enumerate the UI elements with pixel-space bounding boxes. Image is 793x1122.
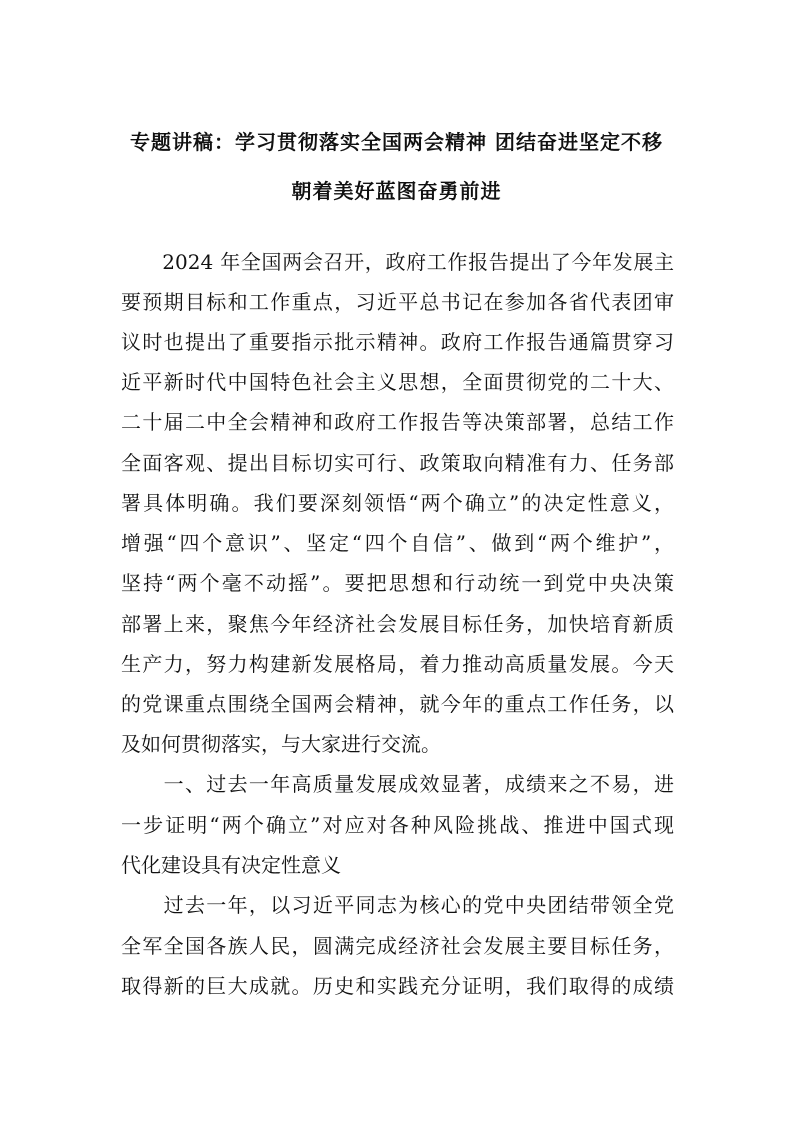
section-heading-line: 一步证明“两个确立”对应对各种风险挑战、推进中国式现	[121, 813, 674, 837]
body-text-line: 近平新时代中国特色社会主义思想，全面贯彻党的二十大、	[121, 370, 674, 394]
document-title-line-1: 专题讲稿：学习贯彻落实全国两会精神 团结奋进坚定不移	[130, 130, 663, 154]
document-title-line-2: 朝着美好蓝图奋勇前进	[291, 179, 502, 203]
section-heading-line: 代化建设具有决定性意义	[121, 853, 341, 877]
body-text-line: 及如何贯彻落实，与大家进行交流。	[121, 732, 441, 756]
body-text-line: 议时也提出了重要指示批示精神。政府工作报告通篇贯穿习	[121, 330, 674, 354]
body-text-line: 生产力，努力构建新发展格局，着力推动高质量发展。今天	[121, 652, 674, 676]
body-text-line: 全军全国各族人民，圆满完成经济社会发展主要目标任务，	[121, 934, 674, 958]
body-text-line: 2024 年全国两会召开，政府工作报告提出了今年发展主	[121, 250, 674, 274]
body-text-line: 二十届二中全会精神和政府工作报告等决策部署，总结工作	[121, 410, 674, 434]
body-text-line: 坚持“两个毫不动摇”。要把思想和行动统一到党中央决策	[121, 571, 674, 595]
body-text-line: 全面客观、提出目标切实可行、政策取向精准有力、任务部	[121, 451, 674, 475]
body-text-line: 取得新的巨大成就。历史和实践充分证明，我们取得的成绩	[121, 974, 674, 998]
body-text-line: 的党课重点围绕全国两会精神，就今年的重点工作任务，以	[121, 692, 674, 716]
body-text-line: 增强“四个意识”、坚定“四个自信”、做到“两个维护”，	[121, 531, 674, 555]
body-text-line: 署具体明确。我们要深刻领悟“两个确立”的决定性意义，	[121, 491, 674, 515]
body-text-line: 要预期目标和工作重点，习近平总书记在参加各省代表团审	[121, 290, 674, 314]
body-text-line: 过去一年，以习近平同志为核心的党中央团结带领全党	[121, 893, 674, 917]
body-text-line: 部署上来，聚焦今年经济社会发展目标任务，加快培育新质	[121, 612, 674, 636]
section-heading-line: 一、过去一年高质量发展成效显著，成绩来之不易，进	[121, 772, 674, 796]
